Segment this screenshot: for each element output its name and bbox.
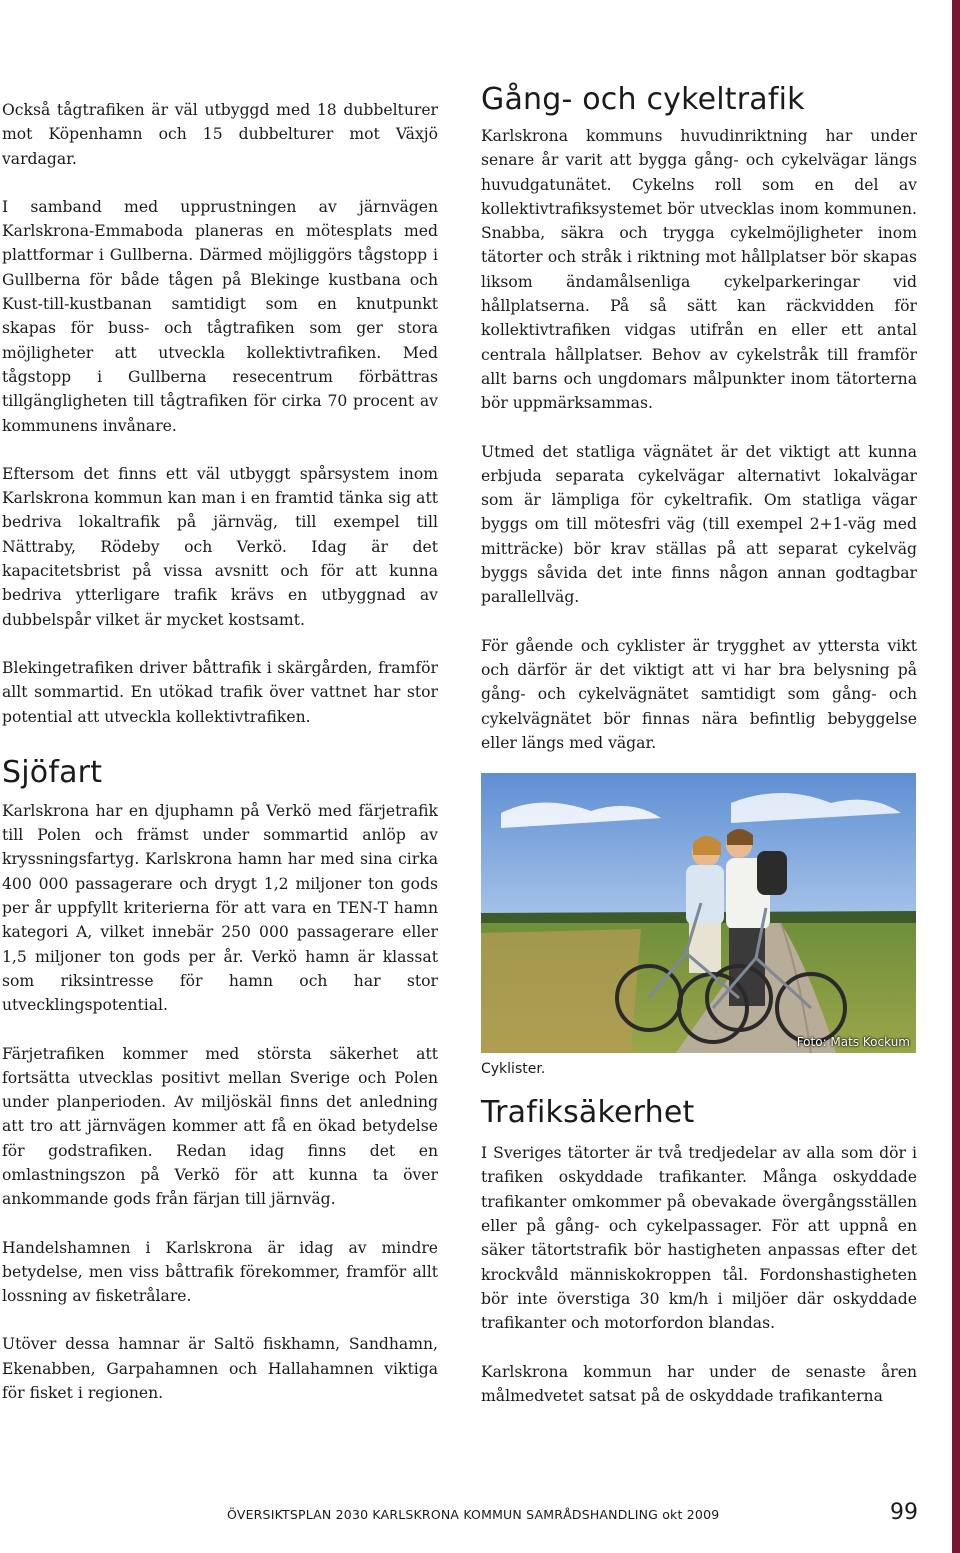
paragraph-train-traffic: Också tågtrafiken är väl utbyggd med 18 dubbelturer mot Köpenhamn och 15 dubbelturer mot Växjö vardagar. [2,101,438,168]
paragraph-ferry-traffic: Färjetrafiken kommer med största säkerhet att fortsätta utvecklas positivt mellan Sverige och Polen under planperioden. Av miljöskäl finns det anledning att tro att järnvägen kommer att få en ökad betydelse för godstrafiken. Redan idag finns det en omlastningszon på Verkö för att kunna ta över ankommande gods från färjan till järnväg. [2,1044,438,1209]
heading-gang-och-cykeltrafik: Gång- och cykeltrafik [481,82,805,117]
paragraph-state-roads: Utmed det statliga vägnätet är det viktigt att kunna erbjuda separata cykelvägar alternativt lokalvägar som är lämpliga för cykeltrafik. Om statliga vägar byggs om till mötesfri väg (till exempel 2+1-väg med mitträcke) bör krav ställas på att separat cykelväg byggs såvida det inte finns någon annan godtagbar parallellväg. [481,442,917,607]
heading-trafiksakerhet: Trafiksäkerhet [481,1095,695,1131]
left-column [2,98,438,1429]
page-edge-accent-bar [952,0,960,1553]
paragraph-unprotected-road-users: I Sveriges tätorter är två tredjedelar av alla som dör i trafiken oskyddade trafikanter. Många oskyddade trafikanter omkommer på obevakade övergångsställen eller på gång- och cykelpassager. För att uppnå en säker tätortstrafik bör hastigheten anpassas efter det krockvåld människokroppen tål. Fordonshastigheten bör inte överstiga 30 km/h i miljöer där oskyddade trafikanter och motorfordon blandas. [481,1144,917,1333]
cyclists-photo [481,773,916,1053]
paragraph-gullberna: I samband med upprustningen av järnvägen Karlskrona-Emmaboda planeras en mötesplats med plattformar i Gullberna. Därmed möjliggörs tågstopp i Gullberna för både tågen på Blekinge kustbana och Kust-till-kustbanan samtidigt som en knutpunkt skapas för buss- och tågtrafiken som ger stora möjligheter att utveckla kollektivtrafiken. Med tågstopp i Gullberna resecentrum förbättras tillgängligheten till tågtrafiken för cirka 70 procent av kommunens invånare. [2,197,438,435]
right-column [481,80,917,1432]
paragraph-karlskrona-investment: Karlskrona kommun har under de senaste åren målmedvetet satsat på de oskyddade trafikanterna [481,1362,917,1405]
footer-document-title: ÖVERSIKTSPLAN 2030 KARLSKRONA KOMMUN SAMRÅDSHANDLING okt 2009 [227,1507,720,1522]
paragraph-rail-system: Eftersom det finns ett väl utbyggt spårsystem inom Karlskrona kommun kan man i en framtid tänka sig att bedriva lokaltrafik på järnväg, till exempel till Nättraby, Rödeby och Verkö. Idag är det kapacitetsbrist på vissa avsnitt och för att kunna bedriva ytterligare trafik krävs en utbyggnad av dubbelspår vilket är mycket kostsamt. [2,464,438,629]
heading-sjofart: Sjöfart [2,754,103,790]
paragraph-boat-traffic: Blekingetrafiken driver båttrafik i skärgården, framför allt sommartid. En utökad trafik över vattnet har stor potential att utveckla kollektivtrafiken. [2,658,438,726]
paragraph-deep-harbour: Karlskrona har en djuphamn på Verkö med färjetrafik till Polen och främst under sommartid anlöp av kryssningsfartyg. Karlskrona hamn har med sina cirka 400 000 passagerare och drygt 1,2 miljoner ton gods per år uppfyllt kriterierna för att vara en TEN-T hamn kategori A, vilket innebär 250 000 passagerare eller 1,5 miljoner ton gods per år. Verkö hamn är klassat som riksintresse för hamn och har stor utvecklingspotential. [2,801,438,1015]
paragraph-cycling-direction: Karlskrona kommuns huvudinriktning har under senare år varit att bygga gång- och cykelvägar längs huvudgatunätet. Cykelns roll som en del av kollektivtrafiksystemet bör utvecklas inom kommunen. Snabba, säkra och trygga cykelmöjligheter inom tätorter och stråk i riktning mot hållplatser bör skapas liksom ändamålsenliga cykelparkeringar vid hållplatserna. På så sätt kan räckvidden för kollektivtrafiken vidgas utifrån en eller ett antal centrala hållplatser. Behov av cykelstråk till framför allt barns och ungdomars målpunkter inom tätorterna bör uppmärksammas. [481,127,917,413]
photo-credit: Foto: Mats Kockum [796,1035,910,1050]
page-number: 99 [890,1500,918,1525]
paragraph-fishing-harbours: Utöver dessa hamnar är Saltö fiskhamn, Sandhamn, Ekenabben, Garpahamnen och Hallahamnen viktiga för fisket i regionen. [2,1335,438,1403]
photo-caption: Cyklister. [481,1061,546,1078]
paragraph-trade-harbour: Handelshamnen i Karlskrona är idag av mindre betydelse, men viss båttrafik förekommer, framför allt lossning av fisketrålare. [2,1238,438,1306]
cyclists-photo-illustration [481,773,916,1053]
paragraph-pedestrian-safety: För gående och cyklister är trygghet av yttersta vikt och därför är det viktigt att vi har bra belysning på gång- och cykelvägnätet samtidigt som gång- och cykelvägnätet bör finnas nära befintlig bebyggelse eller längs med vägar. [481,636,917,752]
